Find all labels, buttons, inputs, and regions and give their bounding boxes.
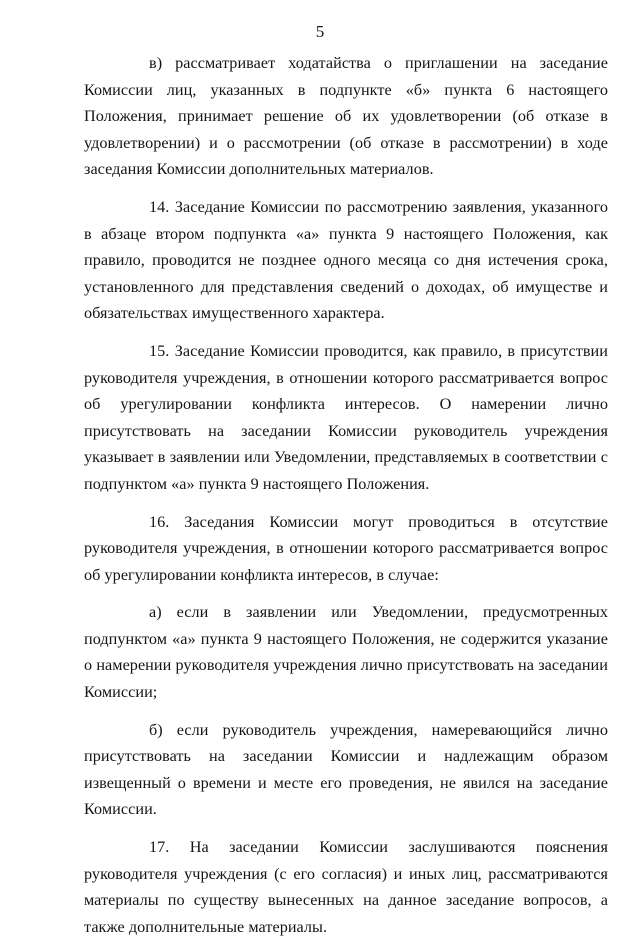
document-body (84, 50, 608, 951)
paragraph-15: 15. Заседание Комиссии проводится, как правило, в присутствии руководителя учреждения, в отношении которого рассматривается вопрос об урегулировании конфликта интересов. О намерении лично присутствовать на заседании Комиссии руководитель учреждения указывает в заявлении или Уведомлении, представляемых в соответствии с подпунктом «а» пункта 9 настоящего Положения. (84, 341, 608, 493)
paragraph-16-a: а) если в заявлении или Уведомлении, предусмотренных подпунктом «а» пункта 9 настоящего Положения, не содержится указание о намерении руководителя учреждения лично присутствовать на заседании Комиссии; (84, 603, 608, 702)
page-number: 5 (315, 22, 325, 41)
paragraph-16-b: б) если руководитель учреждения, намеревающийся лично присутствовать на заседании Комиссии и надлежащим образом извещенный о времени и месте его проведения, не явился на заседание Комиссии. (84, 720, 608, 819)
paragraph-13-v: в) рассматривает ходатайства о приглашении на заседание Комиссии лиц, указанных в подпункте «б» пункта 6 настоящего Положения, принимает решение об их удовлетворении (об отказе в удовлетворении) и о рассмотрении (об отказе в рассмотрении) в ходе заседания Комиссии дополнительных материалов. (84, 54, 608, 179)
paragraph-17: 17. На заседании Комиссии заслушиваются пояснения руководителя учреждения (с его согласия) и иных лиц, рассматриваются материалы по существу вынесенных на данное заседание вопросов, а также дополнительные материалы. (84, 838, 608, 936)
paragraph-16: 16. Заседания Комиссии могут проводиться в отсутствие руководителя учреждения, в отношении которого рассматривается вопрос об урегулировании конфликта интересов, в случае: (84, 512, 608, 584)
paragraph-14: 14. Заседание Комиссии по рассмотрению заявления, указанного в абзаце втором подпункта «а» пункта 9 настоящего Положения, как правило, проводится не позднее одного месяца со дня истечения срока, установленного для представления сведений о доходах, об имуществе и обязательствах имущественного характера. (84, 197, 608, 323)
